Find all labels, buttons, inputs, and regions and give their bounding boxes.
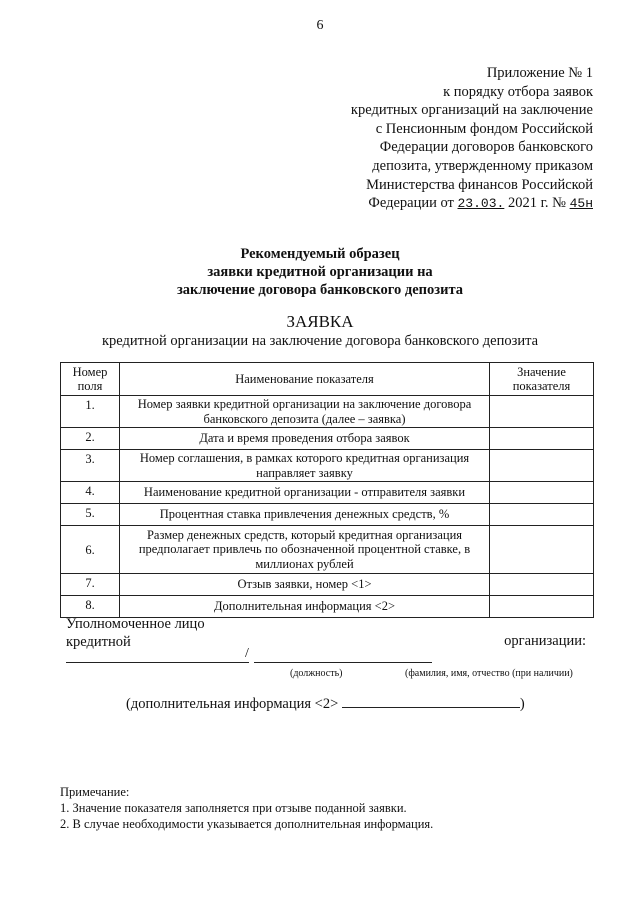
signer-label — [66, 615, 205, 651]
appendix-line: Федерации договоров банковского — [379, 139, 593, 156]
form-subtitle: кредитной организации на заключение договора банковского депозита — [101, 333, 539, 349]
row-name: Отзыв заявки, номер <1> — [120, 574, 490, 596]
table-row — [61, 428, 594, 450]
row-value[interactable] — [490, 428, 594, 450]
row-name: Наименование кредитной организации - отправителя заявки — [120, 482, 490, 504]
heading-line: заявки кредитной организации на — [207, 264, 433, 280]
row-number: 8. — [61, 596, 120, 618]
row-value[interactable] — [490, 482, 594, 504]
table-header-row — [61, 363, 594, 396]
signer-organization: организации: — [504, 633, 586, 649]
row-name: Номер соглашения, в рамках которого кредитная организация направляет заявку — [120, 450, 490, 482]
full-name-field[interactable] — [254, 662, 432, 663]
row-name: Дополнительная информация <2> — [120, 596, 490, 618]
row-value[interactable] — [490, 574, 594, 596]
additional-info-close: ) — [519, 696, 525, 712]
row-value[interactable] — [490, 396, 594, 428]
row-value[interactable] — [490, 450, 594, 482]
appendix-line: депозита, утвержденному приказом — [372, 157, 593, 174]
row-name: Номер заявки кредитной организации на заключение договора банковского депозита (далее – заявка) — [120, 396, 490, 428]
signer-line: Уполномоченное лицо — [66, 616, 205, 632]
order-date: 23.03. — [457, 196, 505, 212]
additional-info-label: (дополнительная информация <2> — [126, 696, 339, 712]
table-row — [61, 574, 594, 596]
table-row — [61, 504, 594, 526]
row-number: 4. — [61, 482, 120, 504]
full-name-caption: (фамилия, имя, отчество (при наличии) — [405, 668, 573, 679]
appendix-line: кредитных организаций на заключение — [350, 102, 593, 119]
table-row — [61, 450, 594, 482]
indicators-table — [60, 362, 594, 618]
note-item: 1. Значение показателя заполняется при отзыве поданной заявки. — [60, 801, 407, 815]
note-item: 2. В случае необходимости указывается дополнительная информация. — [60, 817, 434, 831]
document-heading — [0, 245, 640, 299]
order-mid: 2021 г. № — [507, 195, 566, 212]
appendix-line: к порядку отбора заявок — [443, 83, 593, 100]
signer-line: кредитной — [66, 634, 131, 650]
page-number: 6 — [316, 18, 324, 33]
heading-line: Рекомендуемый образец — [240, 246, 400, 262]
row-name: Дата и время проведения отбора заявок — [120, 428, 490, 450]
row-number: 2. — [61, 428, 120, 450]
notes-block — [60, 784, 433, 832]
appendix-line: Министерства финансов Российской — [366, 176, 593, 193]
row-number: 6. — [61, 526, 120, 574]
appendix-line-order — [351, 194, 593, 214]
form-title: ЗАЯВКА — [286, 312, 354, 331]
row-number: 1. — [61, 396, 120, 428]
row-name: Размер денежных средств, который кредитная организация предполагает привлечь по обозначенной процентной ставке, в миллионах рублей — [120, 526, 490, 574]
table-row — [61, 526, 594, 574]
appendix-line: Приложение № 1 — [486, 65, 593, 81]
header-indicator-value: Значение показателя — [490, 363, 594, 396]
table-row — [61, 396, 594, 428]
position-caption: (должность) — [290, 668, 343, 679]
field-separator: / — [245, 646, 249, 661]
additional-info-line — [126, 693, 525, 713]
appendix-block — [351, 64, 593, 214]
order-prefix: Федерации от — [368, 195, 454, 212]
table-row — [61, 482, 594, 504]
appendix-line: с Пенсионным фондом Российской — [375, 120, 593, 137]
row-number: 7. — [61, 574, 120, 596]
header-indicator-name: Наименование показателя — [120, 363, 490, 396]
row-value[interactable] — [490, 504, 594, 526]
heading-line: заключение договора банковского депозита — [176, 282, 464, 298]
position-field[interactable] — [66, 662, 249, 663]
order-number: 45н — [569, 196, 593, 212]
notes-title: Примечание: — [60, 785, 130, 799]
row-number: 3. — [61, 450, 120, 482]
header-field-number: Номер поля — [61, 363, 120, 396]
additional-info-field[interactable] — [342, 693, 520, 708]
row-value[interactable] — [490, 526, 594, 574]
row-name: Процентная ставка привлечения денежных средств, % — [120, 504, 490, 526]
row-value[interactable] — [490, 596, 594, 618]
row-number: 5. — [61, 504, 120, 526]
